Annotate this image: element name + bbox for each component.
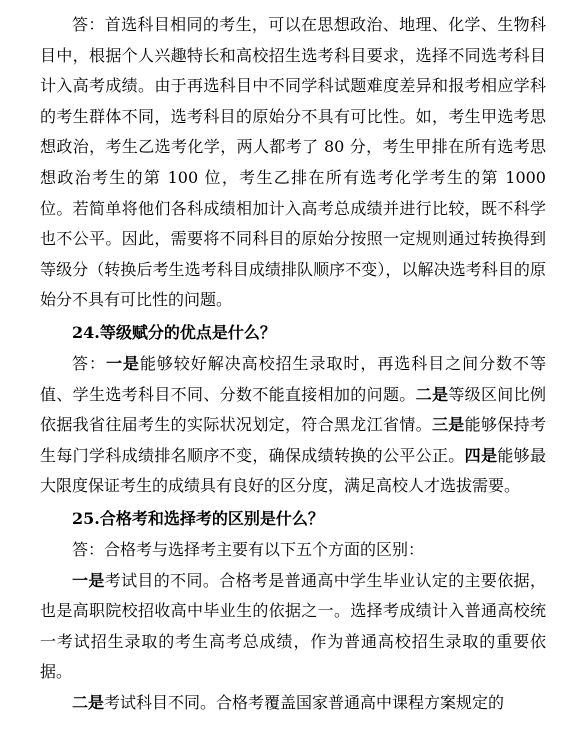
answer-23-paragraph xyxy=(0,0,572,316)
question-25-heading: 25.合格考和选择考的区别是什么？ xyxy=(72,508,324,528)
question-24-heading: 24.等级赋分的优点是什么？ xyxy=(72,322,276,342)
answer-25-point-1-paragraph xyxy=(0,566,572,688)
answer-24-point-4-text: 能够最大限度保证考生的成绩具有良好的区分度，满足高校人才选拔需要。 xyxy=(40,445,546,496)
answer-24-point-3-text: 能够保持考生每门学科成绩排名顺序不变，确保成绩转换的公平公正。 xyxy=(40,415,546,465)
answer-25-point-2-label: 二是 xyxy=(72,692,105,712)
answer-23-text: 答：首选科目相同的考生，可以在思想政治、地理、化学、生物科目中，根据个人兴趣特长和高校招生选考科目要求，选择不同选考科目计入高考成绩。由于再选科目中不同学科试题难度差异和报考相应学科的考生群体不同，选考科目的原始分不具有可比性。如，考生甲选考思想政治，考生乙选考化学，两人都考了 80 分，考生甲排在所有选考思想政治考生的第 100 位，考生乙排在所有选考化学考生的第 1000 位。若简单将他们各科成绩相加计入高考总成绩并进行比较，既不科学也不公平。因此，需要将不同科目的原始分按照一定规则通过转换得到等级分（转换后考生选考科目成绩排队顺序不变），以解决选考科目的原始分不具有可比性的问题。 xyxy=(40,15,546,310)
answer-24-point-4-label: 四是 xyxy=(464,445,498,465)
answer-24-point-1-text: 能够较好解决高校招生录取时，再选科目之间分数不等值、学生选考科目不同、分数不能直接相加的问题。 xyxy=(40,353,546,404)
answer-24-paragraph xyxy=(0,349,572,502)
answer-25-point-2-paragraph xyxy=(0,688,572,719)
answer-25-point-2-text: 考试科目不同。合格考覆盖国家普通高中课程方案规定的 xyxy=(104,692,505,712)
answer-24-prefix: 答： xyxy=(72,353,106,373)
answer-24-point-2-text: 等级区间比例依据我省往届考生的实际状况划定，符合黑龙江省情。 xyxy=(40,384,546,435)
answer-25-point-1-text: 考试目的不同。合格考是普通高中学生毕业认定的主要依据，也是高职院校招收高中毕业生的依据之一。选择考成绩计入普通高校统一考试招生录取的考生高考总成绩，作为普通高校招生录取的重要依据。 xyxy=(40,570,546,682)
answer-24-point-2-label: 二是 xyxy=(415,384,449,404)
answer-25-point-1-label: 一是 xyxy=(72,570,105,590)
answer-25-intro-text: 答：合格考与选择考主要有以下五个方面的区别： xyxy=(72,539,425,559)
answer-24-point-3-label: 三是 xyxy=(431,415,465,435)
answer-25-intro-paragraph xyxy=(0,535,572,566)
answer-24-point-1-label: 一是 xyxy=(105,353,140,373)
